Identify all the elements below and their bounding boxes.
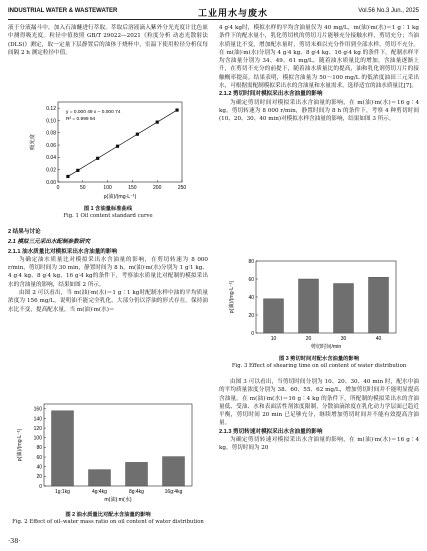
y-tick-label: 80 [248, 258, 254, 265]
y-tick-label: 0.04 [46, 155, 56, 162]
paragraph-fig3-discussion: 由图 3 可以看出，当剪切时间分别为 10、20、30、40 min 时，配水中油的平均质量浓度分别为 38、60、55、62 mg/L，增加剪切时间并不能明显提高含油量。在 m(油)∶m(水)＝16 g∶4 kg 的条件下，所配制的模拟采出水的含油量低、受油、水和表面活性剂浓度限制，分散油滴浓度在乳化动力学层面已趋近平衡，剪切时间 20 min 已足够充分，继续增加剪切时间并不能有效提高含油量。 [219, 379, 419, 427]
page-number: ·38· [8, 537, 21, 545]
fig3-caption-cn: 图 3 剪切时间对配水含油量的影响 [278, 356, 360, 362]
section-2-1-1-heading: 2.1.1 油水质量比对模拟采出水含油量的影响 [8, 248, 118, 255]
paragraph-fig2-discussion: 由图 2 可以看出，当 m(油)∶m(水)＝1 g∶1 kg时配制水样中油的平均质量浓度为 156 mg/L，说明油不能完全乳化，大部分仍以浮油的形式存在。保持油水比不变，提高配水量，当 m(油)∶m(水)＝ [8, 290, 208, 313]
y-tick-label: 140 [33, 416, 42, 423]
y-tick-label: 0.00 [46, 179, 56, 186]
y-tick-label: 160 [33, 406, 42, 413]
y-tick-label: 0.10 [46, 118, 56, 125]
right-column [219, 24, 419, 124]
y-tick-label: 0.06 [46, 142, 56, 149]
x-tick-label: 1g∶1kg [55, 489, 70, 495]
y-tick-label: 100 [33, 435, 42, 442]
y-tick-label: 60 [248, 276, 254, 283]
page-header [8, 6, 419, 18]
y-tick-label: 0.12 [46, 105, 56, 112]
data-point [76, 169, 79, 172]
x-tick-label: 20 [305, 336, 312, 342]
header-rule [8, 19, 419, 20]
y-tick-label: 40 [36, 464, 42, 471]
bar [52, 411, 74, 486]
journal-name: INDUSTRIAL WATER & WASTEWATER [8, 8, 118, 14]
data-point [116, 145, 119, 148]
x-tick-label: 250 [177, 185, 187, 191]
y-axis-label: ρ(油)/(mg·L⁻¹) [229, 280, 235, 314]
fig2-caption-cn: 图 2 油水质量比对配水含油量的影响 [65, 512, 151, 518]
x-axis-label: ρ(油)/(mg·L⁻¹) [103, 194, 137, 200]
x-tick-label: 0 [56, 185, 60, 191]
figure-3-caption [219, 356, 419, 370]
y-tick-label: 20 [36, 474, 42, 481]
paragraph-shearing-time: 为确定剪切时间对模拟采出水含油量的影响，在 m(油)∶m(水)＝16 g∶4 kg，剪切转速为 8 000 r/min，静置时间为 8 h 的条件下，考察 4 种剪切时间(10、20、30、40 min)对模拟水样含油量的影响，结果如图 3 所示。 [219, 99, 419, 123]
y-axis-label: 吸光度 [30, 134, 36, 150]
journal-name-cn: 工业用水与废水 [198, 9, 269, 19]
x-tick-label: 200 [153, 185, 162, 191]
bar [369, 277, 389, 333]
y-tick-label: 0.08 [46, 130, 56, 137]
data-point [66, 175, 69, 178]
bar [264, 299, 284, 333]
x-tick-label: 100 [103, 185, 112, 191]
data-point [136, 133, 139, 136]
fit-equation: y = 0.000 49 x − 0.000 74 [66, 110, 121, 115]
bar [299, 279, 319, 333]
section-2-1-heading: 2.1 模拟三元采出水配制参数研究 [8, 239, 91, 246]
y-tick-label: 40 [248, 294, 254, 301]
figure-1-caption [8, 206, 208, 220]
y-axis-label: ρ(油)/(mg·L⁻¹) [17, 428, 23, 462]
figure-3-chart [226, 255, 406, 355]
volume-info: Vol.56 No.3 Jun., 2025 [358, 8, 419, 14]
data-point [96, 157, 99, 160]
bar [334, 284, 354, 334]
y-tick-label: 20 [248, 312, 254, 319]
figure-1-chart [26, 96, 196, 204]
x-tick-label: 40 [375, 336, 382, 342]
fig1-caption-en: Fig. 1 Oil content standard curve [63, 213, 153, 219]
y-tick-label: 0 [251, 330, 254, 337]
section-2-1-3-heading: 2.1.3 剪切转速对模拟采出水含油量的影响 [219, 428, 323, 435]
y-tick-label: 120 [33, 425, 42, 432]
y-tick-label: 60 [36, 454, 42, 461]
x-tick-label: 16g∶4kg [164, 489, 183, 495]
right-column-body [219, 378, 419, 453]
figure-2-chart [14, 398, 202, 508]
section-2-1-2-heading: 2.1.2 剪切时间对模拟采出水含油量的影响 [219, 91, 323, 98]
left-column [8, 24, 208, 57]
bar [89, 470, 111, 486]
bar [126, 462, 148, 486]
fig3-caption-en: Fig. 3 Effect of shearing time on oil content of water distribution [231, 363, 407, 369]
x-tick-label: 50 [80, 185, 86, 191]
data-point [156, 121, 159, 124]
intro-paragraph: 液于分液漏斗中，加入石油醚进行萃取。萃取后溶液滴入紫外分光光度计比色皿中测得吸光度。粒径中值按照 GB/T 29022—2021《粒度分析 动态光散射法(DLS)》测定，取一定量下层静置后的油体于烧杯中，室温下使用粒径分析仪每间隔 2 h 测定粒径中值。 [8, 25, 208, 56]
fit-r-squared: R² = 0.999 94 [66, 117, 96, 122]
x-tick-label: 30 [340, 336, 347, 342]
x-tick-label: 10 [270, 336, 277, 342]
paragraph-shear-speed: 为确定剪切转速对模拟采出水含油量的影响，在 m(油)∶m(水)＝16 g∶4 kg，剪切时间为 20 [219, 437, 419, 452]
x-tick-label: 150 [128, 185, 137, 191]
paragraph-oil-water-ratio: 为确定油水质量比对模拟采出水含油量的影响，在剪切转速为 8 000 r/min，剪切时间为 30 min，静置时间为 8 h，m(油)∶m(水)分别为 1 g∶1 kg、4 g∶4 kg、8 g∶4 kg、16 g∶4 kg的条件下，考察油水质量比对配制的模拟采出水的含油量的影响，结果如图 2 所示。 [8, 256, 208, 288]
data-point [175, 108, 178, 111]
x-tick-label: 8g∶4kg [129, 489, 144, 495]
fig1-caption-cn: 图 1 含油量标准曲线 [83, 206, 133, 212]
figure-2-caption [8, 512, 208, 526]
x-axis-label: m(油)∶m(水) [104, 497, 132, 503]
bar [163, 457, 185, 486]
paragraph-fig2-continued: 4 g∶4 kg时，模拟水样的平均含油量仅为 40 mg/L，m(油)∶m(水)＝1 g∶1 kg 条件下的配水量小，乳化剪切机的剪切刀片能够充分接触水样，剪切充分；当油水质量比不变，增加配水量时，剪切未难以充分作用到全部水样，剪切不充分。在 m(油)∶m(水)分别为 4 g∶4 kg、8 g∶4 kg、16 g∶4 kg 的条件下，配制水样平均含油量分别为 34、49、61 mg/L，随着油水质量比的增加，含油量逐渐上升，在剪切不充分的前提下，随着油水质量比的提高，油和乳化剂剪切刀片的接触概率提高。结果表明，模拟含油量为 50～100 mg/L 的低浓度油田三元采出水，可根据需配制模拟采出水的含油量和水量需求，选择适宜的油水质量比[7]。 [219, 25, 419, 90]
y-tick-label: 0.02 [46, 167, 56, 174]
x-axis-label: 剪切时间/min [310, 344, 342, 350]
x-tick-label: 4g∶4kg [92, 489, 107, 495]
y-tick-label: 80 [36, 445, 42, 452]
section-2-heading: 2 结果与讨论 [8, 229, 41, 235]
left-column-body [8, 226, 208, 314]
y-tick-label: 0 [39, 483, 42, 490]
fig2-caption-en: Fig. 2 Effect of oil–water mass ratio on oil content of water distribution [12, 519, 204, 525]
